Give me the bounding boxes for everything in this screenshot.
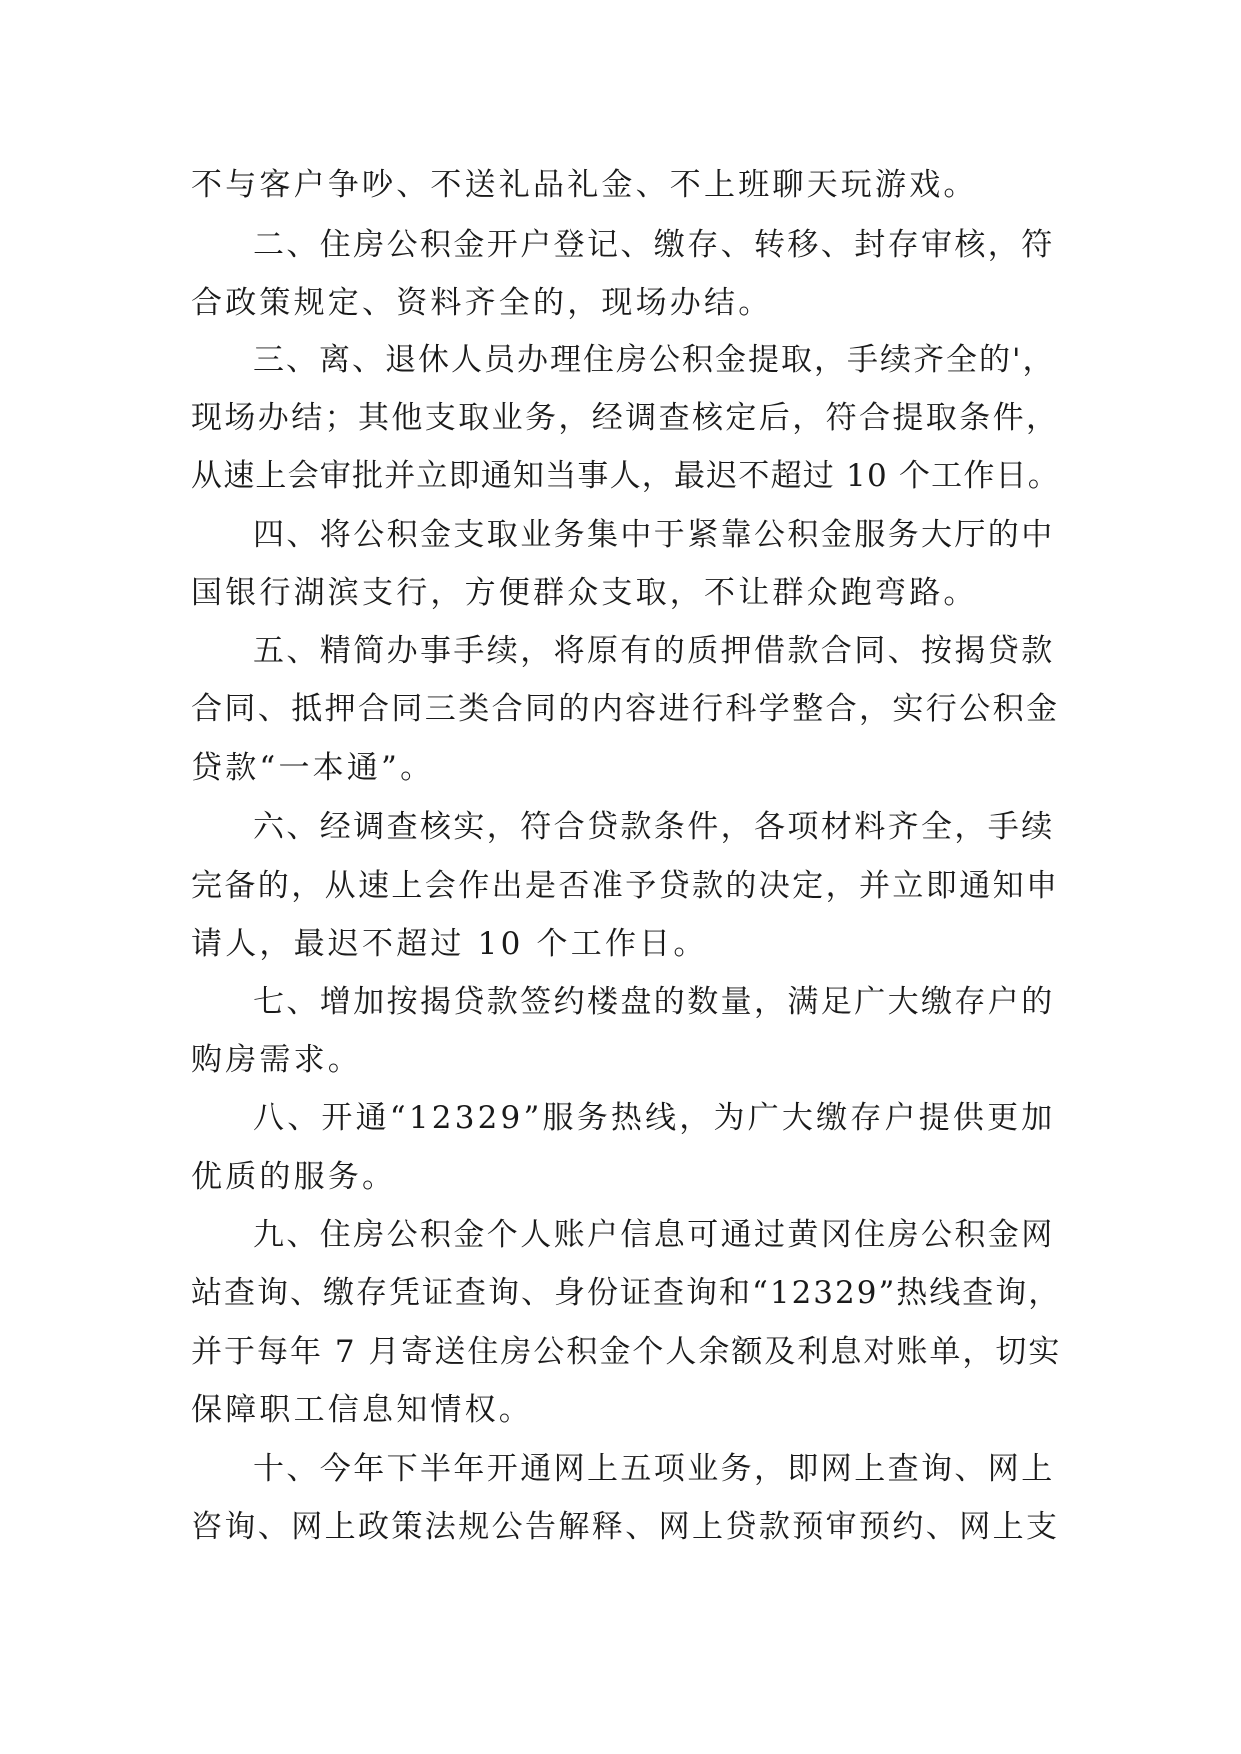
paragraph-first-line: 二、住房公积金开户登记、缴存、转移、封存审核，符 — [253, 227, 1055, 263]
paragraph-first-line: 四、将公积金支取业务集中于紧靠公积金服务大厅的中 — [253, 517, 1055, 553]
text-line: 完备的，从速上会作出是否准予贷款的决定，并立即通知申 — [191, 868, 1060, 904]
text-line: 保障职工信息知情权。 — [191, 1392, 533, 1428]
text-line: 国银行湖滨支行，方便群众支取，不让群众跑弯路。 — [191, 575, 978, 611]
text-line: 请人，最迟不超过 10 个工作日。 — [191, 926, 708, 962]
paragraph-first-line: 九、住房公积金个人账户信息可通过黄冈住房公积金网 — [253, 1217, 1055, 1253]
text-line: 合政策规定、资料齐全的，现场办结。 — [191, 285, 773, 321]
text-line: 合同、抵押合同三类合同的内容进行科学整合，实行公积金 — [191, 691, 1060, 727]
paragraph-first-line: 六、经调查核实，符合贷款条件，各项材料齐全，手续 — [253, 809, 1055, 845]
text-line: 贷款“一本通”。 — [191, 750, 435, 786]
paragraph-first-line: 三、离、退休人员办理住房公积金提取，手续齐全的'， — [253, 342, 1056, 378]
text-line: 不与客户争吵、不送礼品礼金、不上班聊天玩游戏。 — [191, 167, 978, 203]
text-line: 咨询、网上政策法规公告解释、网上贷款预审预约、网上支 — [191, 1509, 1060, 1545]
text-line: 并于每年 7 月寄送住房公积金个人余额及利息对账单，切实 — [191, 1334, 1062, 1370]
paragraph-first-line: 七、增加按揭贷款签约楼盘的数量，满足广大缴存户的 — [253, 984, 1055, 1020]
text-line: 从速上会审批并立即通知当事人，最迟不超过 10 个工作日。 — [191, 458, 1060, 494]
text-line: 现场办结；其他支取业务，经调查核定后，符合提取条件， — [191, 400, 1060, 436]
text-line: 购房需求。 — [191, 1042, 362, 1078]
text-line: 站查询、缴存凭证查询、身份证查询和“12329”热线查询， — [191, 1275, 1062, 1311]
paragraph-first-line: 十、今年下半年开通网上五项业务，即网上查询、网上 — [253, 1451, 1055, 1487]
paragraph-first-line: 五、精简办事手续，将原有的质押借款合同、按揭贷款 — [253, 633, 1055, 669]
text-line: 优质的服务。 — [191, 1159, 397, 1195]
paragraph-first-line: 八、开通“12329”服务热线，为广大缴存户提供更加 — [253, 1100, 1056, 1136]
